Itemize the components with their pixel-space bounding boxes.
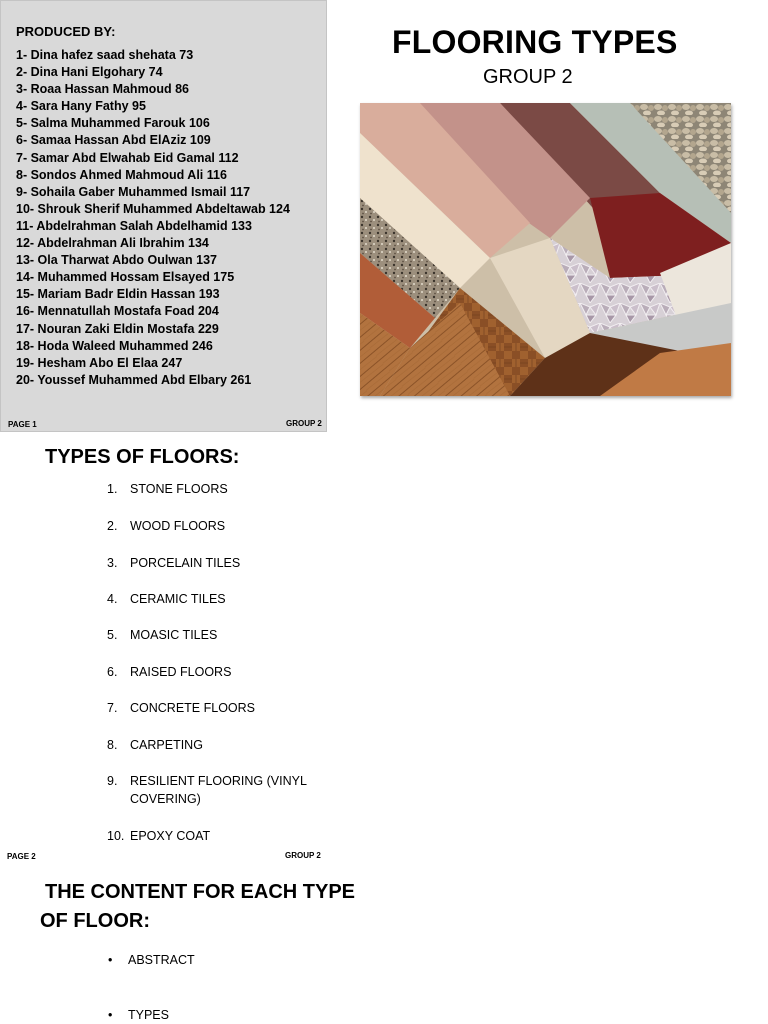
member-item: 5- Salma Muhammed Farouk 106 bbox=[16, 116, 210, 131]
floor-type-label: CERAMIC TILES bbox=[130, 592, 226, 606]
produced-by-heading: PRODUCED BY: bbox=[16, 24, 116, 39]
floor-type-label: MOASIC TILES bbox=[130, 628, 218, 642]
floor-type-number: 10. bbox=[107, 829, 125, 843]
member-item: 9- Sohaila Gaber Muhammed Ismail 117 bbox=[16, 184, 251, 199]
member-item: 16- Mennatullah Mostafa Foad 204 bbox=[16, 304, 219, 319]
member-item: 13- Ola Tharwat Abdo Oulwan 137 bbox=[16, 253, 217, 268]
page-1-footer-left: PAGE 1 bbox=[8, 420, 37, 429]
member-item: 10- Shrouk Sherif Muhammed Abdeltawab 124 bbox=[16, 201, 290, 216]
floor-type-label: RESILIENT FLOORING (VINYL COVERING) bbox=[130, 774, 307, 806]
content-heading-line-2: OF FLOOR: bbox=[40, 910, 150, 932]
floor-type-number: 5. bbox=[107, 628, 118, 642]
member-item: 3- Roaa Hassan Mahmoud 86 bbox=[16, 82, 189, 97]
member-item: 6- Samaa Hassan Abd ElAziz 109 bbox=[16, 133, 211, 148]
page-title: FLOORING TYPES bbox=[392, 24, 678, 60]
content-bullet-label: ABSTRACT bbox=[128, 953, 195, 967]
floor-type-label: EPOXY COAT bbox=[130, 829, 211, 843]
members-list bbox=[16, 47, 290, 389]
member-item: 12- Abdelrahman Ali Ibrahim 134 bbox=[16, 236, 209, 251]
member-item: 18- Hoda Waleed Muhammed 246 bbox=[16, 338, 213, 353]
content-heading-line-1: THE CONTENT FOR EACH TYPE bbox=[45, 881, 356, 903]
floor-type-number: 9. bbox=[107, 774, 118, 788]
floor-type-label: WOOD FLOORS bbox=[130, 519, 226, 533]
page-subtitle: GROUP 2 bbox=[483, 66, 573, 88]
member-item: 7- Samar Abd Elwahab Eid Gamal 112 bbox=[16, 150, 239, 165]
member-item: 4- Sara Hany Fathy 95 bbox=[16, 99, 146, 114]
flooring-samples-image bbox=[360, 103, 731, 396]
floor-type-label: RAISED FLOORS bbox=[130, 665, 232, 679]
floor-type-number: 2. bbox=[107, 519, 118, 533]
member-item: 17- Nouran Zaki Eldin Mostafa 229 bbox=[16, 321, 219, 336]
member-item: 19- Hesham Abo El Elaa 247 bbox=[16, 355, 183, 370]
member-item: 15- Mariam Badr Eldin Hassan 193 bbox=[16, 287, 220, 302]
member-item: 2- Dina Hani Elgohary 74 bbox=[16, 65, 163, 80]
floor-type-number: 3. bbox=[107, 556, 118, 570]
floor-type-number: 1. bbox=[107, 482, 118, 496]
floor-type-label: CONCRETE FLOORS bbox=[130, 701, 256, 715]
member-item: 8- Sondos Ahmed Mahmoud Ali 116 bbox=[16, 167, 227, 182]
content-heading bbox=[40, 878, 370, 936]
member-item: 14- Muhammed Hossam Elsayed 175 bbox=[16, 270, 235, 285]
content-bullet-label: TYPES bbox=[128, 1008, 169, 1022]
floor-type-number: 6. bbox=[107, 665, 118, 679]
member-item: 20- Youssef Muhammed Abd Elbary 261 bbox=[16, 372, 252, 387]
floor-type-number: 7. bbox=[107, 701, 118, 715]
floor-type-number: 8. bbox=[107, 738, 118, 752]
page-1-panel bbox=[0, 0, 327, 432]
page-2-footer-left: PAGE 2 bbox=[7, 852, 36, 861]
bullet-dot-icon: • bbox=[108, 1008, 113, 1022]
floor-type-label: STONE FLOORS bbox=[130, 482, 228, 496]
types-of-floors-heading: TYPES OF FLOORS: bbox=[45, 446, 240, 468]
page-2-footer-right: GROUP 2 bbox=[285, 851, 321, 860]
bullet-dot-icon: • bbox=[108, 953, 113, 967]
floor-type-label: CARPETING bbox=[130, 738, 203, 752]
member-item: 1- Dina hafez saad shehata 73 bbox=[16, 48, 194, 62]
member-item: 11- Abdelrahman Salah Abdelhamid 133 bbox=[16, 218, 252, 233]
floor-type-number: 4. bbox=[107, 592, 118, 606]
page-1-footer-right: GROUP 2 bbox=[286, 419, 322, 428]
floor-type-label: PORCELAIN TILES bbox=[130, 556, 241, 570]
